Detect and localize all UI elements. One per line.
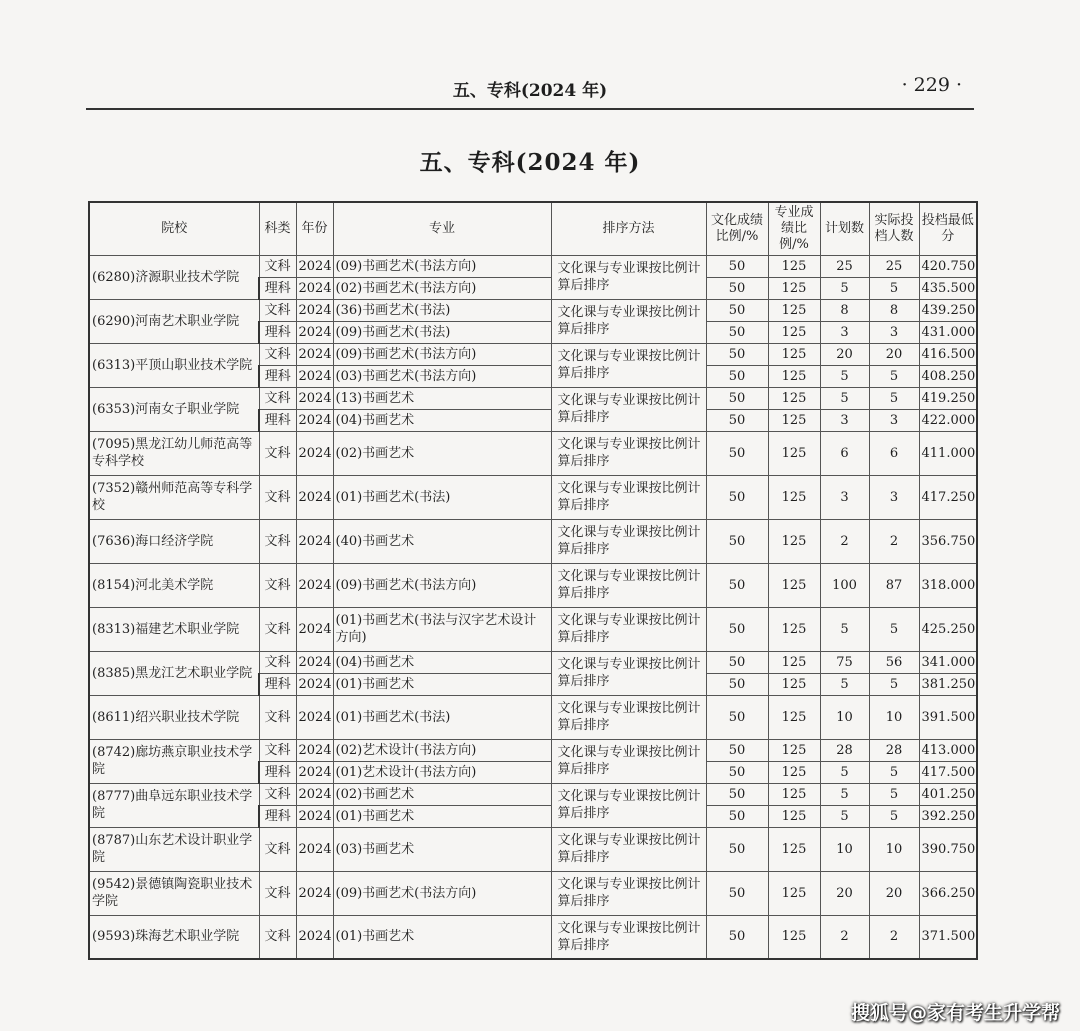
plan-cell: 20	[820, 343, 869, 365]
major-cell: (13)书画艺术	[333, 387, 551, 409]
subject-cell: 理科	[259, 321, 296, 343]
subject-cell: 文科	[259, 475, 296, 519]
culture-ratio-cell: 50	[706, 343, 768, 365]
admission-table	[88, 201, 978, 960]
plan-cell: 2	[820, 519, 869, 563]
running-title: 五、专科(2024 年)	[452, 81, 608, 101]
subject-cell: 文科	[259, 827, 296, 871]
min-score-cell: 401.250	[919, 783, 977, 805]
culture-ratio-cell: 50	[706, 321, 768, 343]
actual-cell: 10	[869, 695, 919, 739]
table-row	[89, 827, 977, 871]
prof-ratio-cell: 125	[768, 387, 820, 409]
method-cell: 文化课与专业课按比例计算后排序	[551, 299, 706, 343]
major-cell: (01)书画艺术(书法与汉字艺术设计方向)	[333, 607, 551, 651]
table-row	[89, 783, 977, 805]
school-cell: (9593)珠海艺术职业学院	[89, 915, 259, 959]
year-cell: 2024	[296, 607, 333, 651]
school-cell: (9542)景德镇陶瓷职业技术学院	[89, 871, 259, 915]
table-row	[89, 475, 977, 519]
prof-ratio-cell: 125	[768, 607, 820, 651]
prof-ratio-cell: 125	[768, 277, 820, 299]
major-cell: (40)书画艺术	[333, 519, 551, 563]
plan-cell: 25	[820, 255, 869, 277]
school-cell: (8787)山东艺术设计职业学院	[89, 827, 259, 871]
year-cell: 2024	[296, 827, 333, 871]
prof-ratio-cell: 125	[768, 321, 820, 343]
min-score-cell: 371.500	[919, 915, 977, 959]
method-cell: 文化课与专业课按比例计算后排序	[551, 255, 706, 299]
actual-cell: 5	[869, 277, 919, 299]
culture-ratio-cell: 50	[706, 365, 768, 387]
subject-cell: 文科	[259, 431, 296, 475]
prof-ratio-cell: 125	[768, 871, 820, 915]
actual-cell: 5	[869, 783, 919, 805]
method-cell: 文化课与专业课按比例计算后排序	[551, 343, 706, 387]
plan-cell: 75	[820, 651, 869, 673]
min-score-cell: 439.250	[919, 299, 977, 321]
method-cell: 文化课与专业课按比例计算后排序	[551, 563, 706, 607]
plan-cell: 5	[820, 387, 869, 409]
major-cell: (01)书画艺术	[333, 673, 551, 695]
actual-cell: 8	[869, 299, 919, 321]
plan-cell: 100	[820, 563, 869, 607]
table-row	[89, 255, 977, 277]
watermark: 搜狐号@家有考生升学帮	[850, 1002, 1060, 1024]
col-header-plan: 计划数	[820, 202, 869, 255]
prof-ratio-cell: 125	[768, 475, 820, 519]
min-score-cell: 416.500	[919, 343, 977, 365]
subject-cell: 文科	[259, 651, 296, 673]
school-cell: (6313)平顶山职业技术学院	[89, 343, 259, 387]
major-cell: (36)书画艺术(书法)	[333, 299, 551, 321]
min-score-cell: 318.000	[919, 563, 977, 607]
prof-ratio-cell: 125	[768, 519, 820, 563]
major-cell: (02)书画艺术	[333, 783, 551, 805]
min-score-cell: 356.750	[919, 519, 977, 563]
year-cell: 2024	[296, 739, 333, 761]
year-cell: 2024	[296, 387, 333, 409]
major-cell: (04)书画艺术	[333, 651, 551, 673]
culture-ratio-cell: 50	[706, 827, 768, 871]
subject-cell: 文科	[259, 783, 296, 805]
min-score-cell: 419.250	[919, 387, 977, 409]
year-cell: 2024	[296, 871, 333, 915]
plan-cell: 20	[820, 871, 869, 915]
prof-ratio-cell: 125	[768, 651, 820, 673]
culture-ratio-cell: 50	[706, 607, 768, 651]
min-score-cell: 422.000	[919, 409, 977, 431]
actual-cell: 2	[869, 915, 919, 959]
school-cell: (6280)济源职业技术学院	[89, 255, 259, 299]
year-cell: 2024	[296, 475, 333, 519]
major-cell: (03)书画艺术(书法方向)	[333, 365, 551, 387]
actual-cell: 3	[869, 409, 919, 431]
major-cell: (09)书画艺术(书法方向)	[333, 871, 551, 915]
prof-ratio-cell: 125	[768, 299, 820, 321]
actual-cell: 5	[869, 805, 919, 827]
min-score-cell: 392.250	[919, 805, 977, 827]
col-header-actual: 实际投档人数	[869, 202, 919, 255]
table-row	[89, 563, 977, 607]
method-cell: 文化课与专业课按比例计算后排序	[551, 519, 706, 563]
subject-cell: 文科	[259, 343, 296, 365]
min-score-cell: 341.000	[919, 651, 977, 673]
major-cell: (01)书画艺术	[333, 915, 551, 959]
prof-ratio-cell: 125	[768, 431, 820, 475]
subject-cell: 理科	[259, 409, 296, 431]
plan-cell: 10	[820, 827, 869, 871]
year-cell: 2024	[296, 409, 333, 431]
year-cell: 2024	[296, 805, 333, 827]
major-cell: (01)书画艺术(书法)	[333, 475, 551, 519]
school-cell: (8742)廊坊燕京职业技术学院	[89, 739, 259, 783]
major-cell: (02)书画艺术	[333, 431, 551, 475]
method-cell: 文化课与专业课按比例计算后排序	[551, 607, 706, 651]
table-row	[89, 387, 977, 409]
school-cell: (8777)曲阜远东职业技术学院	[89, 783, 259, 827]
major-cell: (09)书画艺术(书法)	[333, 321, 551, 343]
culture-ratio-cell: 50	[706, 255, 768, 277]
method-cell: 文化课与专业课按比例计算后排序	[551, 387, 706, 431]
method-cell: 文化课与专业课按比例计算后排序	[551, 431, 706, 475]
actual-cell: 28	[869, 739, 919, 761]
culture-ratio-cell: 50	[706, 387, 768, 409]
col-header-subject: 科类	[259, 202, 296, 255]
culture-ratio-cell: 50	[706, 673, 768, 695]
culture-ratio-cell: 50	[706, 695, 768, 739]
actual-cell: 5	[869, 673, 919, 695]
year-cell: 2024	[296, 673, 333, 695]
actual-cell: 5	[869, 365, 919, 387]
year-cell: 2024	[296, 321, 333, 343]
min-score-cell: 425.250	[919, 607, 977, 651]
subject-cell: 文科	[259, 915, 296, 959]
subject-cell: 文科	[259, 387, 296, 409]
subject-cell: 文科	[259, 299, 296, 321]
subject-cell: 文科	[259, 739, 296, 761]
table-body	[89, 255, 977, 959]
method-cell: 文化课与专业课按比例计算后排序	[551, 783, 706, 827]
method-cell: 文化课与专业课按比例计算后排序	[551, 739, 706, 783]
min-score-cell: 413.000	[919, 739, 977, 761]
min-score-cell: 435.500	[919, 277, 977, 299]
major-cell: (04)书画艺术	[333, 409, 551, 431]
prof-ratio-cell: 125	[768, 915, 820, 959]
col-header-method: 排序方法	[551, 202, 706, 255]
culture-ratio-cell: 50	[706, 563, 768, 607]
culture-ratio-cell: 50	[706, 871, 768, 915]
min-score-cell: 390.750	[919, 827, 977, 871]
subject-cell: 文科	[259, 695, 296, 739]
plan-cell: 2	[820, 915, 869, 959]
year-cell: 2024	[296, 365, 333, 387]
min-score-cell: 366.250	[919, 871, 977, 915]
school-cell: (8385)黑龙江艺术职业学院	[89, 651, 259, 695]
year-cell: 2024	[296, 651, 333, 673]
culture-ratio-cell: 50	[706, 409, 768, 431]
method-cell: 文化课与专业课按比例计算后排序	[551, 871, 706, 915]
prof-ratio-cell: 125	[768, 673, 820, 695]
culture-ratio-cell: 50	[706, 761, 768, 783]
prof-ratio-cell: 125	[768, 739, 820, 761]
major-cell: (02)艺术设计(书法方向)	[333, 739, 551, 761]
col-header-school: 院校	[89, 202, 259, 255]
school-cell: (6290)河南艺术职业学院	[89, 299, 259, 343]
year-cell: 2024	[296, 343, 333, 365]
culture-ratio-cell: 50	[706, 475, 768, 519]
plan-cell: 5	[820, 805, 869, 827]
table-row	[89, 343, 977, 365]
subject-cell: 理科	[259, 761, 296, 783]
min-score-cell: 391.500	[919, 695, 977, 739]
table-row	[89, 651, 977, 673]
actual-cell: 5	[869, 387, 919, 409]
actual-cell: 25	[869, 255, 919, 277]
major-cell: (09)书画艺术(书法方向)	[333, 563, 551, 607]
min-score-cell: 381.250	[919, 673, 977, 695]
col-header-culture-ratio: 文化成绩比例/%	[706, 202, 768, 255]
plan-cell: 3	[820, 475, 869, 519]
subject-cell: 理科	[259, 805, 296, 827]
school-cell: (8154)河北美术学院	[89, 563, 259, 607]
school-cell: (7636)海口经济学院	[89, 519, 259, 563]
actual-cell: 20	[869, 343, 919, 365]
subject-cell: 理科	[259, 277, 296, 299]
major-cell: (01)艺术设计(书法方向)	[333, 761, 551, 783]
prof-ratio-cell: 125	[768, 365, 820, 387]
actual-cell: 3	[869, 475, 919, 519]
prof-ratio-cell: 125	[768, 563, 820, 607]
plan-cell: 3	[820, 321, 869, 343]
major-cell: (01)书画艺术	[333, 805, 551, 827]
prof-ratio-cell: 125	[768, 805, 820, 827]
prof-ratio-cell: 125	[768, 695, 820, 739]
culture-ratio-cell: 50	[706, 651, 768, 673]
school-cell: (6353)河南女子职业学院	[89, 387, 259, 431]
prof-ratio-cell: 125	[768, 409, 820, 431]
prof-ratio-cell: 125	[768, 827, 820, 871]
col-header-prof-ratio: 专业成绩比例/%	[768, 202, 820, 255]
col-header-major: 专业	[333, 202, 551, 255]
table-row	[89, 299, 977, 321]
actual-cell: 10	[869, 827, 919, 871]
actual-cell: 6	[869, 431, 919, 475]
actual-cell: 2	[869, 519, 919, 563]
min-score-cell: 417.250	[919, 475, 977, 519]
method-cell: 文化课与专业课按比例计算后排序	[551, 915, 706, 959]
subject-cell: 文科	[259, 255, 296, 277]
col-header-year: 年份	[296, 202, 333, 255]
plan-cell: 5	[820, 365, 869, 387]
subject-cell: 文科	[259, 563, 296, 607]
table-row	[89, 431, 977, 475]
actual-cell: 3	[869, 321, 919, 343]
plan-cell: 5	[820, 673, 869, 695]
method-cell: 文化课与专业课按比例计算后排序	[551, 475, 706, 519]
prof-ratio-cell: 125	[768, 761, 820, 783]
major-cell: (02)书画艺术(书法方向)	[333, 277, 551, 299]
culture-ratio-cell: 50	[706, 431, 768, 475]
culture-ratio-cell: 50	[706, 915, 768, 959]
col-header-min-score: 投档最低分	[919, 202, 977, 255]
year-cell: 2024	[296, 563, 333, 607]
year-cell: 2024	[296, 761, 333, 783]
min-score-cell: 408.250	[919, 365, 977, 387]
method-cell: 文化课与专业课按比例计算后排序	[551, 651, 706, 695]
culture-ratio-cell: 50	[706, 519, 768, 563]
year-cell: 2024	[296, 695, 333, 739]
culture-ratio-cell: 50	[706, 277, 768, 299]
min-score-cell: 411.000	[919, 431, 977, 475]
plan-cell: 5	[820, 761, 869, 783]
year-cell: 2024	[296, 915, 333, 959]
min-score-cell: 420.750	[919, 255, 977, 277]
table-row	[89, 607, 977, 651]
year-cell: 2024	[296, 519, 333, 563]
table-row	[89, 695, 977, 739]
actual-cell: 20	[869, 871, 919, 915]
major-cell: (01)书画艺术(书法)	[333, 695, 551, 739]
plan-cell: 3	[820, 409, 869, 431]
culture-ratio-cell: 50	[706, 783, 768, 805]
table-row	[89, 915, 977, 959]
plan-cell: 5	[820, 783, 869, 805]
subject-cell: 文科	[259, 607, 296, 651]
table-row	[89, 871, 977, 915]
subject-cell: 文科	[259, 871, 296, 915]
table-row	[89, 519, 977, 563]
year-cell: 2024	[296, 299, 333, 321]
prof-ratio-cell: 125	[768, 783, 820, 805]
major-cell: (09)书画艺术(书法方向)	[333, 255, 551, 277]
year-cell: 2024	[296, 255, 333, 277]
culture-ratio-cell: 50	[706, 805, 768, 827]
school-cell: (7095)黑龙江幼儿师范高等专科学校	[89, 431, 259, 475]
subject-cell: 文科	[259, 519, 296, 563]
major-cell: (09)书画艺术(书法方向)	[333, 343, 551, 365]
section-title: 五、专科(2024 年)	[419, 149, 641, 176]
table-header-row	[89, 202, 977, 255]
major-cell: (03)书画艺术	[333, 827, 551, 871]
actual-cell: 5	[869, 761, 919, 783]
plan-cell: 6	[820, 431, 869, 475]
prof-ratio-cell: 125	[768, 255, 820, 277]
page-number: · 229 ·	[901, 74, 962, 96]
prof-ratio-cell: 125	[768, 343, 820, 365]
plan-cell: 5	[820, 607, 869, 651]
year-cell: 2024	[296, 277, 333, 299]
year-cell: 2024	[296, 783, 333, 805]
min-score-cell: 431.000	[919, 321, 977, 343]
actual-cell: 56	[869, 651, 919, 673]
culture-ratio-cell: 50	[706, 739, 768, 761]
running-header	[86, 70, 974, 110]
min-score-cell: 417.500	[919, 761, 977, 783]
actual-cell: 87	[869, 563, 919, 607]
plan-cell: 10	[820, 695, 869, 739]
method-cell: 文化课与专业课按比例计算后排序	[551, 695, 706, 739]
subject-cell: 理科	[259, 673, 296, 695]
table-row	[89, 739, 977, 761]
plan-cell: 28	[820, 739, 869, 761]
actual-cell: 5	[869, 607, 919, 651]
school-cell: (7352)赣州师范高等专科学校	[89, 475, 259, 519]
year-cell: 2024	[296, 431, 333, 475]
school-cell: (8611)绍兴职业技术学院	[89, 695, 259, 739]
plan-cell: 5	[820, 277, 869, 299]
culture-ratio-cell: 50	[706, 299, 768, 321]
subject-cell: 理科	[259, 365, 296, 387]
method-cell: 文化课与专业课按比例计算后排序	[551, 827, 706, 871]
plan-cell: 8	[820, 299, 869, 321]
school-cell: (8313)福建艺术职业学院	[89, 607, 259, 651]
